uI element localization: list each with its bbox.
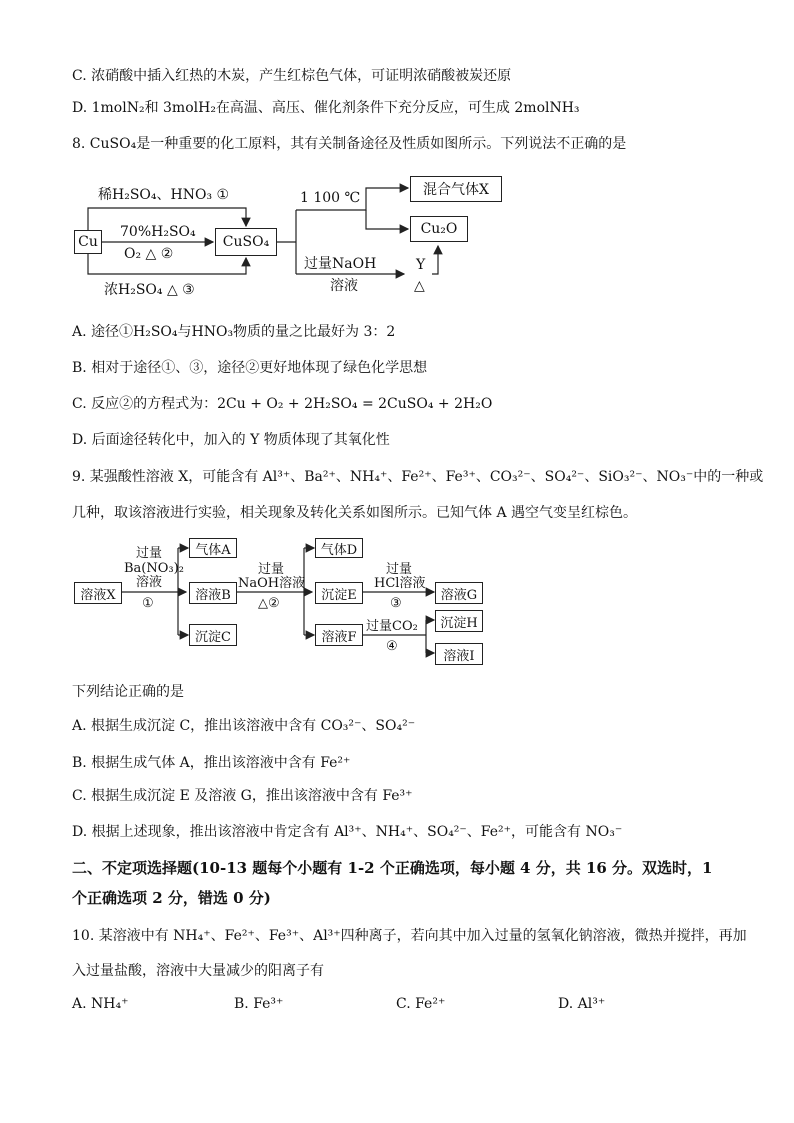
q7-option-c: C. 浓硝酸中插入红热的木炭，产生红棕色气体，可证明浓硝酸被炭还原 [72,68,512,84]
q9-option-b: B. 根据生成气体 A，推出该溶液中含有 Fe²⁺ [72,755,351,771]
q8-option-d: D. 后面途径转化中，加入的 Y 物质体现了其氧化性 [72,432,390,448]
naoh-bottom-label: 溶液 [330,278,358,294]
q10-option-b: B. Fe³⁺ [234,996,284,1012]
q10-option-a: A. NH₄⁺ [72,996,129,1012]
cu2o-box: Cu₂O [410,216,468,242]
step2-label-c: △② [258,596,280,611]
step3-label-c: ③ [390,596,402,611]
step1-label-b: Ba(NO₃)₂ [124,561,184,576]
step2-label-b: NaOH溶液 [238,576,306,591]
solution-g-box: 溶液G [435,582,483,604]
step4-label-b: ④ [386,639,398,654]
y-label: Y [416,257,426,273]
q9-stem-line1: 9. 某强酸性溶液 X，可能含有 Al³⁺、Ba²⁺、NH₄⁺、Fe²⁺、Fe³⁺、CO₃²⁻、SO₄²⁻、SiO₃²⁻、NO₃⁻中的一种或 [72,469,764,485]
q10-option-d: D. Al³⁺ [558,996,606,1012]
precipitate-h-box: 沉淀H [435,610,483,632]
precipitate-e-box: 沉淀E [315,582,363,604]
section-2-heading-line2: 个正确选项 2 分，错选 0 分) [72,889,271,907]
step1-label-d: ① [142,596,154,611]
solution-f-box: 溶液F [315,624,363,646]
route-1-label: 稀H₂SO₄、HNO₃ ① [98,187,230,203]
step1-label-c: 溶液 [136,575,163,590]
section-2-heading-line1: 二、不定项选择题(10-13 题每个小题有 1-2 个正确选项，每小题 4 分，共 16 分。双选时，1 [72,859,713,877]
q9-option-d: D. 根据上述现象，推出该溶液中肯定含有 Al³⁺、NH₄⁺、SO₄²⁻、Fe²⁺，可能含有 NO₃⁻ [72,824,623,840]
solution-x-box: 溶液X [74,582,122,604]
mixed-gas-x-box: 混合气体X [410,176,502,202]
step2-label-a: 过量 [258,562,285,577]
q10-stem-line2: 入过量盐酸，溶液中大量减少的阳离子有 [72,963,324,979]
solution-b-box: 溶液B [189,582,237,604]
q8-option-c: C. 反应②的方程式为：2Cu + O₂ + 2H₂SO₄ = 2CuSO₄ + 2H₂O [72,396,493,412]
cuso4-box: CuSO₄ [215,228,277,256]
step1-label-a: 过量 [136,546,163,561]
gas-d-box: 气体D [315,538,363,558]
route-2-bottom-label: O₂ △ ② [124,246,174,262]
q8-stem: 8. CuSO₄是一种重要的化工原料，其有关制备途径及性质如图所示。下列说法不正确的是 [72,136,627,152]
q9-option-a: A. 根据生成沉淀 C，推出该溶液中含有 CO₃²⁻、SO₄²⁻ [72,718,416,734]
route-2-top-label: 70%H₂SO₄ [120,224,196,240]
cu-box: Cu [74,230,102,254]
step3-label-b: HCl溶液 [374,576,426,591]
q8-option-b: B. 相对于途径①、③，途径②更好地体现了绿色化学思想 [72,360,428,376]
q8-option-a: A. 途径①H₂SO₄与HNO₃物质的量之比最好为 3：2 [72,324,396,340]
q9-option-c: C. 根据生成沉淀 E 及溶液 G，推出该溶液中含有 Fe³⁺ [72,788,413,804]
q7-option-d: D. 1molN₂和 3molH₂在高温、高压、催化剂条件下充分反应，可生成 2molNH₃ [72,100,580,116]
step3-label-a: 过量 [386,562,413,577]
naoh-top-label: 过量NaOH [304,256,377,272]
q10-option-c: C. Fe²⁺ [396,996,446,1012]
temperature-label: 1 100 ℃ [300,190,361,206]
q9-stem-line2: 几种，取该溶液进行实验，相关现象及转化关系如图所示。已知气体 A 遇空气变呈红棕色。 [72,505,638,521]
heat-label: △ [414,278,425,294]
precipitate-c-box: 沉淀C [189,624,237,646]
route-3-label: 浓H₂SO₄ △ ③ [104,282,195,298]
step4-label-a: 过量CO₂ [366,619,418,634]
solution-i-box: 溶液I [435,643,483,665]
gas-a-box: 气体A [189,538,237,558]
q10-stem-line1: 10. 某溶液中有 NH₄⁺、Fe²⁺、Fe³⁺、Al³⁺四种离子，若向其中加入过量的氢氧化钠溶液，微热并搅拌，再加 [72,928,747,944]
q9-conclusion-prompt: 下列结论正确的是 [72,684,184,700]
